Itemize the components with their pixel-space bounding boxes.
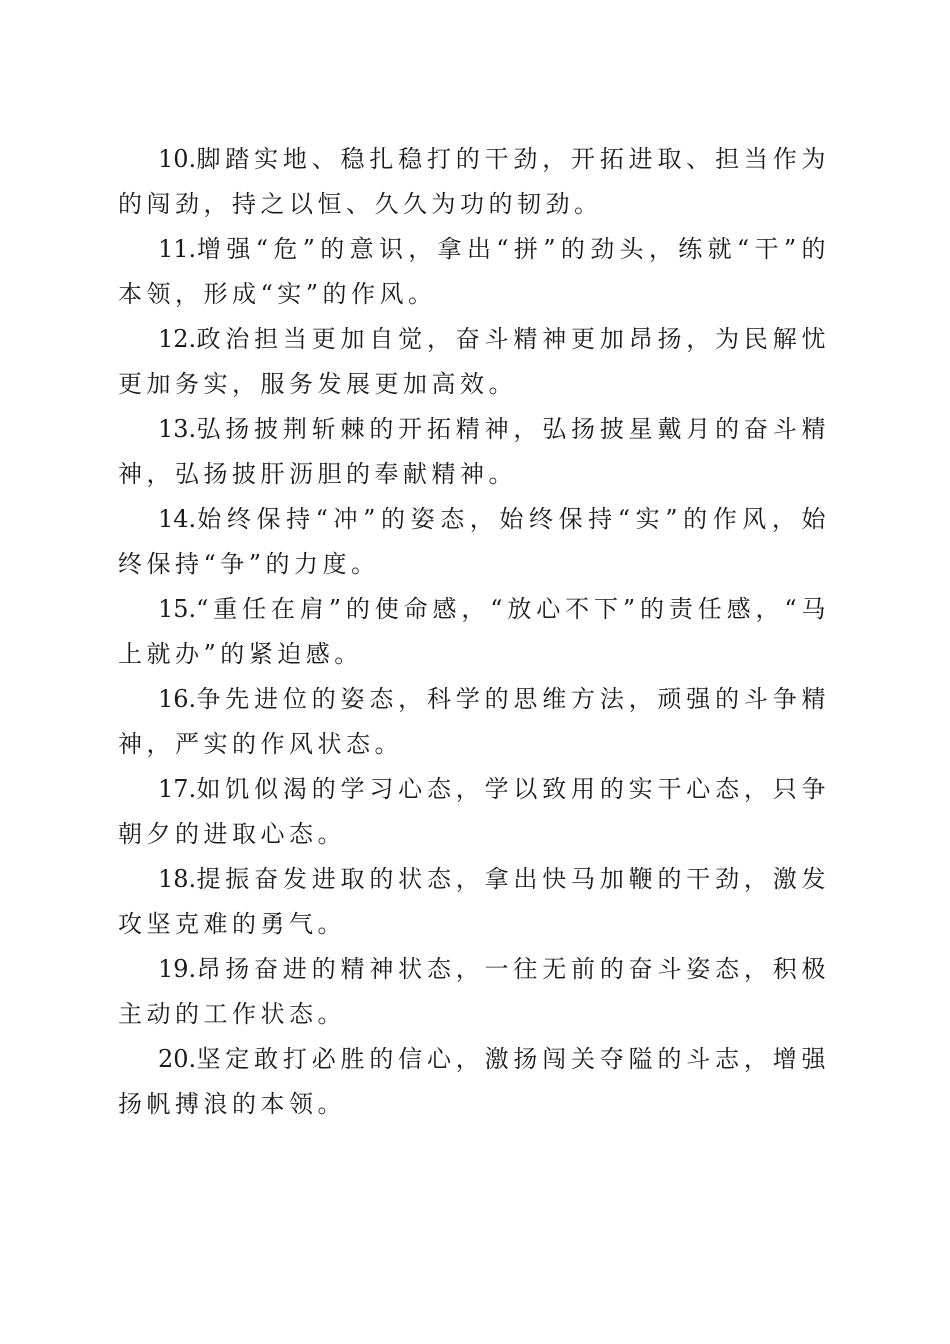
item-text: 政治担当更加自觉，奋斗精神更加昂扬，为民解忧更加务实，服务发展更加高效。 — [118, 325, 830, 398]
item-text: 提振奋发进取的状态，拿出快马加鞭的干劲，激发攻坚克难的勇气。 — [118, 865, 830, 938]
item-number: 17. — [158, 775, 197, 803]
item-number: 20. — [158, 1045, 197, 1073]
item-text: 昂扬奋进的精神状态，一往无前的奋斗姿态，积极主动的工作状态。 — [118, 955, 830, 1028]
list-item-14 — [118, 497, 830, 587]
list-item-17 — [118, 767, 830, 857]
list-item-19 — [118, 947, 830, 1037]
item-number: 11. — [158, 235, 197, 263]
item-text: 坚定敢打必胜的信心，激扬闯关夺隘的斗志，增强扬帆搏浪的本领。 — [118, 1045, 830, 1118]
document-body — [118, 137, 830, 1127]
item-number: 16. — [158, 685, 197, 713]
item-number: 10. — [158, 145, 197, 173]
item-text: “重任在肩”的使命感，“放心不下”的责任感，“马上就办”的紧迫感。 — [118, 595, 830, 668]
item-number: 19. — [158, 955, 197, 983]
item-number: 14. — [158, 505, 197, 533]
item-number: 18. — [158, 865, 197, 893]
item-number: 12. — [158, 325, 197, 353]
item-text: 弘扬披荆斩棘的开拓精神，弘扬披星戴月的奋斗精神，弘扬披肝沥胆的奉献精神。 — [118, 415, 830, 488]
list-item-15 — [118, 587, 830, 677]
item-number: 13. — [158, 415, 197, 443]
item-text: 争先进位的姿态，科学的思维方法，顽强的斗争精神，严实的作风状态。 — [118, 685, 830, 758]
item-text: 增强“危”的意识，拿出“拼”的劲头，练就“干”的本领，形成“实”的作风。 — [118, 235, 830, 308]
item-number: 15. — [158, 595, 197, 623]
item-text: 如饥似渴的学习心态，学以致用的实干心态，只争朝夕的进取心态。 — [118, 775, 830, 848]
list-item-18 — [118, 857, 830, 947]
item-text: 始终保持“冲”的姿态，始终保持“实”的作风，始终保持“争”的力度。 — [118, 505, 830, 578]
list-item-13 — [118, 407, 830, 497]
list-item-11 — [118, 227, 830, 317]
list-item-10 — [118, 137, 830, 227]
list-item-12 — [118, 317, 830, 407]
list-item-20 — [118, 1037, 830, 1127]
list-item-16 — [118, 677, 830, 767]
item-text: 脚踏实地、稳扎稳打的干劲，开拓进取、担当作为的闯劲，持之以恒、久久为功的韧劲。 — [118, 145, 830, 218]
